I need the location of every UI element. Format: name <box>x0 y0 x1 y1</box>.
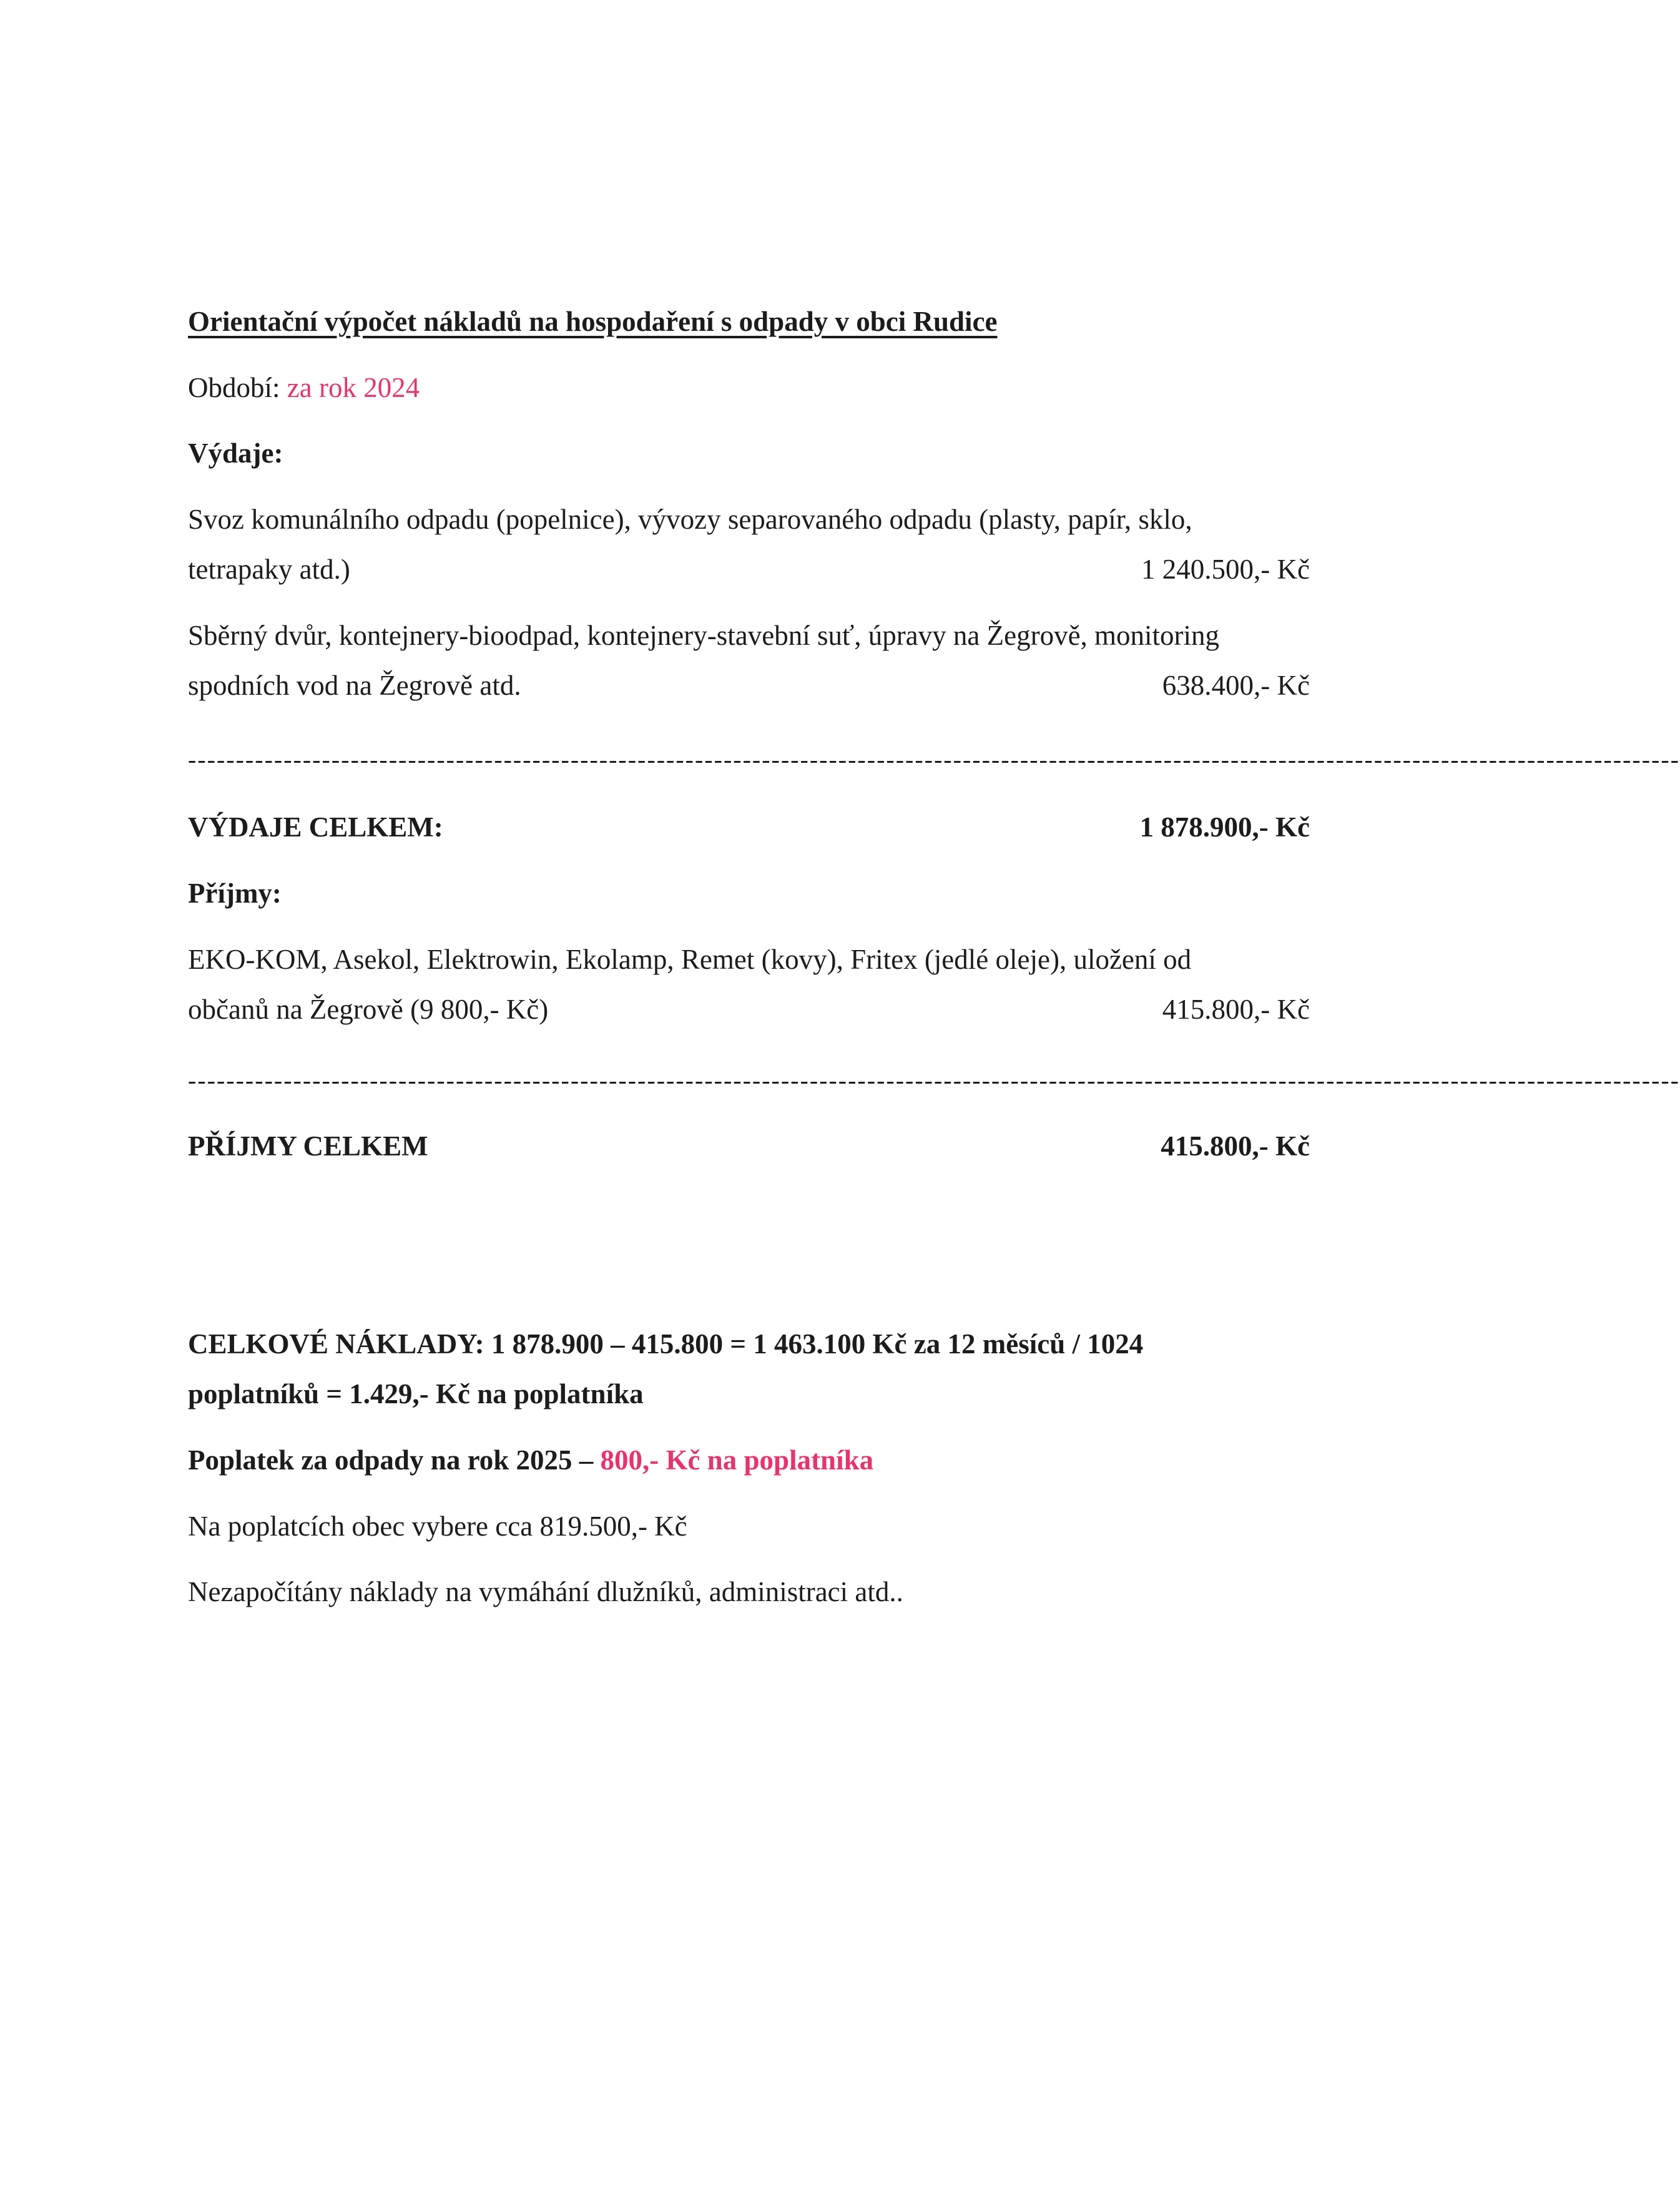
total-costs-line2: poplatníků = 1.429,- Kč na poplatníka <box>188 1378 644 1409</box>
income-total-label: PŘÍJMY CELKEM <box>188 1130 428 1162</box>
total-costs-line1: CELKOVÉ NÁKLADY: 1 878.900 – 415.800 = 1 463.100 Kč za 12 měsíců / 1024 <box>188 1328 1144 1360</box>
fee-label: Poplatek za odpady na rok 2025 – <box>188 1444 594 1476</box>
separator-line-2: ------------------------------------------------------------------------------------------------------------------------------------------------------------ <box>188 1066 1680 1094</box>
expenses-total-value: 1 878.900,- Kč <box>1139 811 1310 843</box>
period-line <box>188 363 420 413</box>
income-total-value: 415.800,- Kč <box>1161 1130 1310 1162</box>
expense-item-1-line2: tetrapaky atd.) <box>188 554 350 585</box>
expense-item-2-line2: spodních vod na Žegrově atd. <box>188 670 521 701</box>
fee-value: 800,- Kč na poplatníka <box>600 1444 874 1476</box>
expenses-total-label: VÝDAJE CELKEM: <box>188 811 443 843</box>
document-title: Orientační výpočet nákladů na hospodaření s odpady v obci Rudice <box>188 306 998 337</box>
income-heading: Příjmy: <box>188 878 282 909</box>
expense-item-2-amount: 638.400,- Kč <box>1162 670 1310 701</box>
income-item-1-amount: 415.800,- Kč <box>1162 994 1310 1025</box>
separator-line-1: ------------------------------------------------------------------------------------------------------------------------------------------------------------ <box>188 745 1680 773</box>
collected-note: Na poplatcích obec vybere cca 819.500,- Kč <box>188 1511 687 1542</box>
income-item-1-line2: občanů na Žegrově (9 800,- Kč) <box>188 994 549 1025</box>
excluded-note: Nezapočítány náklady na vymáhání dlužníků, administraci atd.. <box>188 1576 903 1607</box>
expense-item-1-amount: 1 240.500,- Kč <box>1141 554 1310 585</box>
expense-item-1-line1: Svoz komunálního odpadu (popelnice), vývozy separovaného odpadu (plasty, papír, sklo, <box>188 504 1192 535</box>
period-value: za rok 2024 <box>287 372 420 403</box>
period-label: Období: <box>188 372 280 403</box>
expenses-heading: Výdaje: <box>188 438 283 469</box>
fee-line <box>188 1435 873 1485</box>
income-item-1-line1: EKO-KOM, Asekol, Elektrowin, Ekolamp, Remet (kovy), Fritex (jedlé oleje), uložení od <box>188 944 1192 975</box>
expense-item-2-line1: Sběrný dvůr, kontejnery-bioodpad, kontejnery-stavební suť, úpravy na Žegrově, monitoring <box>188 620 1220 651</box>
